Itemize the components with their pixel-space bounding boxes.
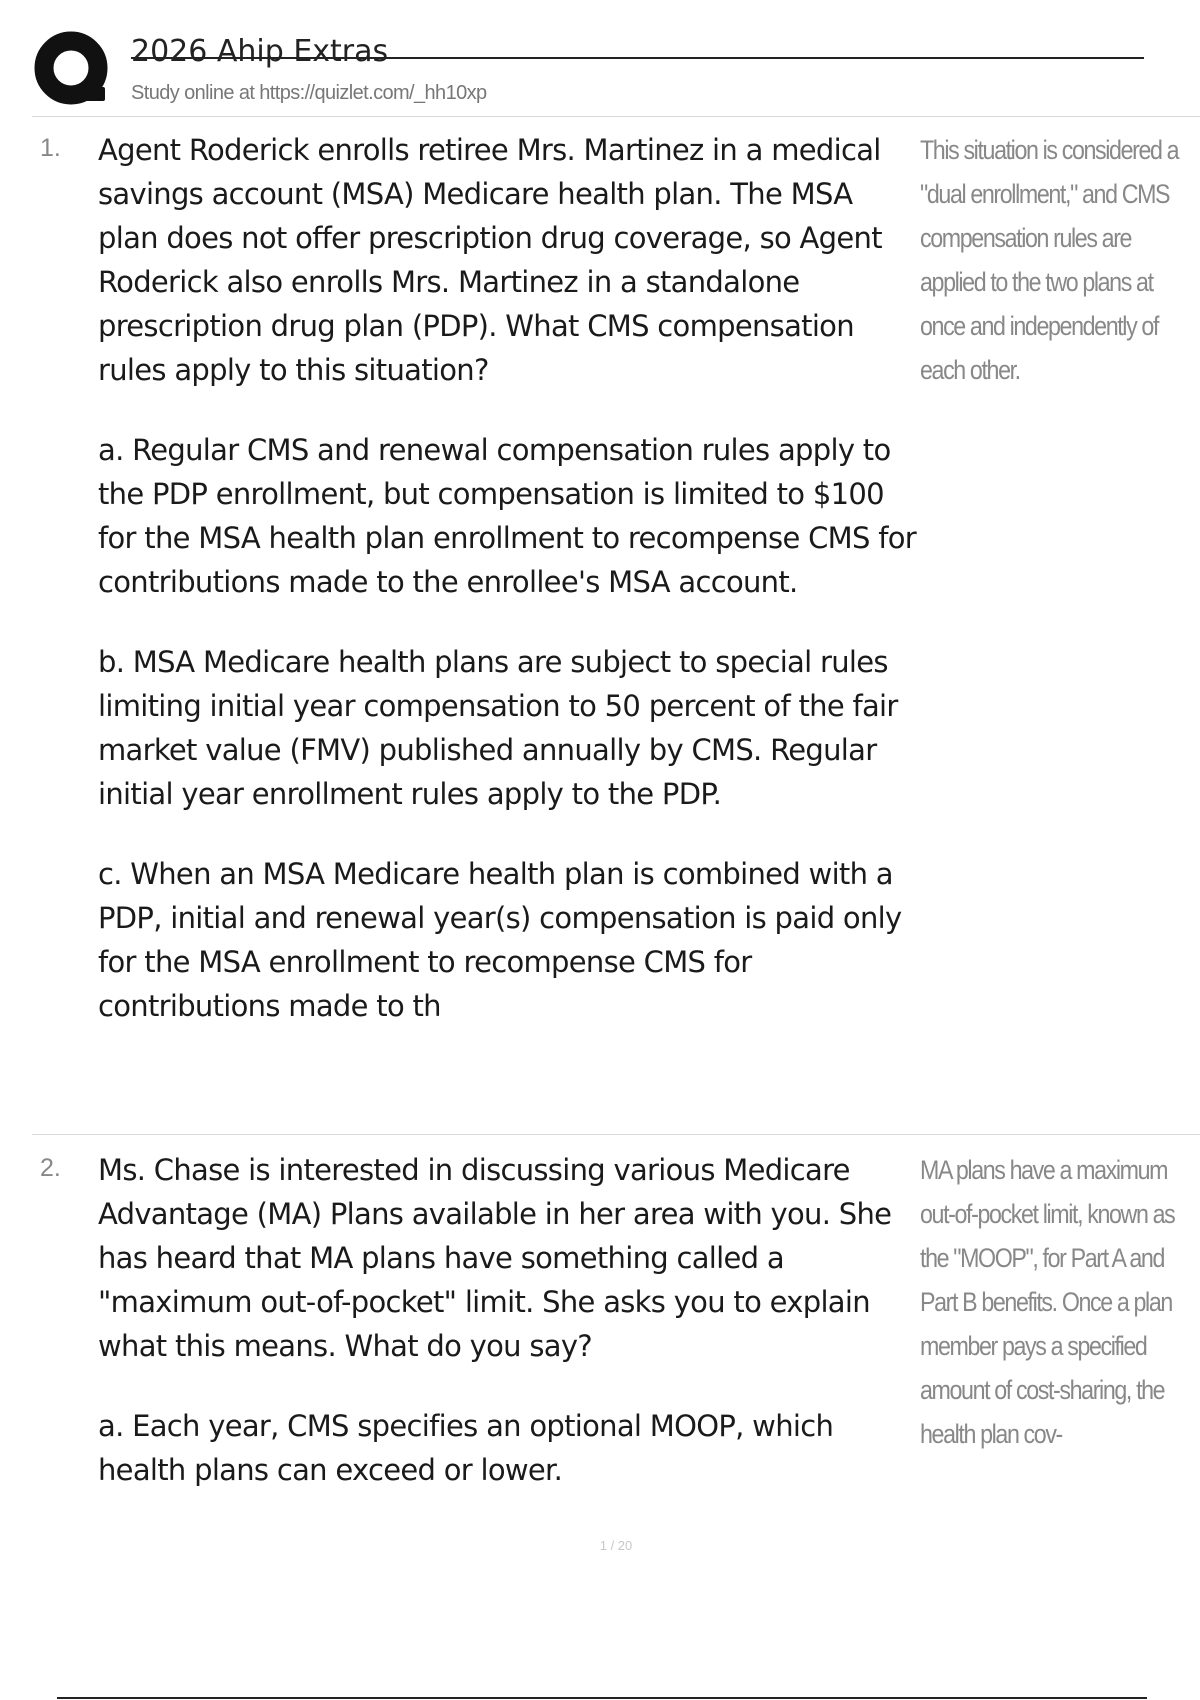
card-divider bbox=[32, 1134, 1200, 1135]
study-online-link[interactable]: Study online at https://quizlet.com/_hh10xp bbox=[131, 82, 487, 104]
quizlet-logo-icon bbox=[32, 30, 112, 110]
answer-option: c. When an MSA Medicare health plan is combined with a PDP, initial and renewal year(s) compensation is paid only for the MSA enrollment to recompense CMS for contributions made to th bbox=[98, 857, 902, 1023]
title-rule bbox=[131, 57, 1144, 59]
card-term bbox=[98, 1148, 916, 1528]
answer-option: b. MSA Medicare health plans are subject to special rules limiting initial year compensation to 50 percent of the fair market value (FMV) published annually by CMS. Regular initial year enrollment rules apply to the PDP. bbox=[98, 645, 898, 811]
card-number: 2. bbox=[40, 1154, 61, 1182]
card-definition: MA plans have a maximum out-of-pocket limit, known as the "MOOP", for Part A and Part B benefits. Once a plan member pays a specified amount of cost-sharing, the health plan cov- bbox=[920, 1155, 1175, 1449]
answer-option: a. Regular CMS and renewal compensation rules apply to the PDP enrollment, but compensation is limited to $100 for the MSA health plan enrollment to recompense CMS for contributions made to the enrollee's MSA account. bbox=[98, 433, 916, 599]
bottom-rule bbox=[57, 1697, 1147, 1699]
question-text: Ms. Chase is interested in discussing various Medicare Advantage (MA) Plans available in her area with you. She has heard that MA plans have something called a "maximum out-of-pocket" limit. She asks you to explain what this means. What do you say? bbox=[98, 1153, 892, 1363]
document-title: 2026 Ahip Extras bbox=[131, 34, 389, 69]
card-definition: This situation is considered a "dual enrollment," and CMS compensation rules are applied to the two plans at once and independently of each other. bbox=[920, 135, 1179, 385]
answer-option: a. Each year, CMS specifies an optional MOOP, which health plans can exceed or lower. bbox=[98, 1409, 834, 1487]
card-term bbox=[98, 128, 916, 1064]
header-divider bbox=[32, 116, 1200, 117]
question-text: Agent Roderick enrolls retiree Mrs. Martinez in a medical savings account (MSA) Medicare health plan. The MSA plan does not offer prescription drug coverage, so Agent Roderick also enrolls Mrs. Martinez in a standalone prescription drug plan (PDP). What CMS compensation rules apply to this situation? bbox=[98, 133, 882, 387]
card-number: 1. bbox=[40, 134, 61, 162]
page-number: 1 / 20 bbox=[599, 1538, 633, 1553]
